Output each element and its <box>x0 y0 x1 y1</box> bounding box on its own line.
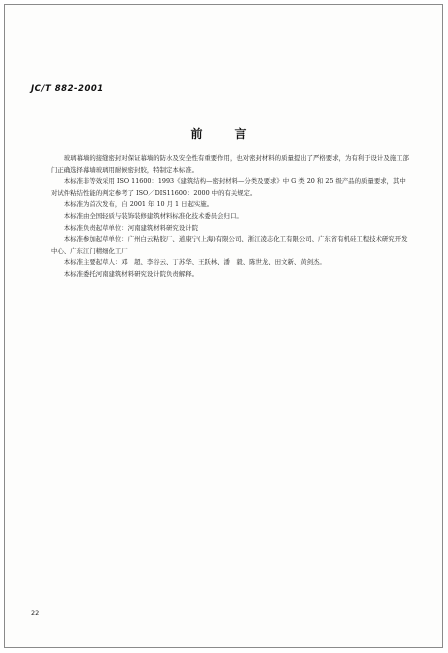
document-page <box>4 4 443 648</box>
paragraph-lead-drafter: 本标准负责起草单位：河南建筑材料研究设计院 <box>63 223 198 232</box>
paragraph-main-authors: 本标准主要起草人：邓 超、李谷云、丁苏华、王跃林、潘 毅、陈世龙、田文新、黄剑杰。 <box>63 258 326 267</box>
paragraph-participating-drafters: 本标准参加起草单位：广州白云粘胶厂、道康宁(上海)有限公司、浙江凌志化工有限公司、广东省有机硅工程技术研究开发中心、广东江门精细化工厂 <box>51 235 408 255</box>
foreword-body <box>51 153 411 281</box>
page-title: 前 言 <box>190 127 257 141</box>
paragraph-release-date: 本标准为首次发布，自 2001 年 10 月 1 日起实施。 <box>63 200 214 209</box>
paragraph-iso-reference: 本标准非等效采用 ISO 11600：1993《建筑结构—密封材料—分类及要求》中 G 类 20 和 25 级产品的质量要求，其中对试件粘结性能的判定参考了 ISO／DIS11600：2000 中的有关规定。 <box>51 177 406 197</box>
paragraph-interpretation: 本标准委托河南建筑材料研究设计院负责解释。 <box>63 269 198 278</box>
page-number: 22 <box>31 609 40 617</box>
standard-code: JC/T 882-2001 <box>31 84 104 94</box>
paragraph-committee: 本标准由全国轻质与装饰装修建筑材料标准化技术委员会归口。 <box>63 211 243 220</box>
paragraph-intro: 玻璃幕墙的接缝密封对保证幕墙的防水及安全性有重要作用，也对密封材料的质量提出了严格要求，为有利于设计及施工部门正确选择幕墙玻璃用耐候密封胶，特制定本标准。 <box>51 154 409 174</box>
